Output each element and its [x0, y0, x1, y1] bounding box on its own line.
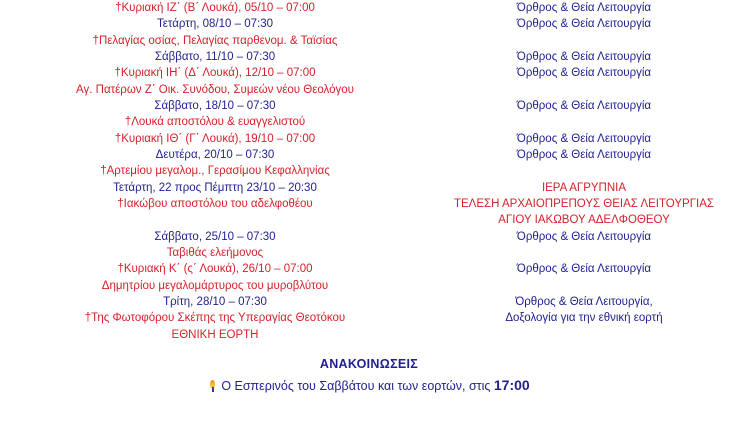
- row-left-line: †Κυριακή ΙΖ΄ (Β΄ Λουκά), 05/10 – 07:00: [115, 2, 315, 14]
- row-left-line: Τετάρτη, 08/10 – 07:30: [157, 18, 273, 31]
- row-left-line: Τρίτη, 28/10 – 07:30: [163, 295, 267, 308]
- row-left-line: †Λουκά αποστόλου & ευαγγελιστού: [124, 116, 306, 129]
- row-left-cell: [0, 261, 430, 294]
- row-left-line: †Αρτεμίου μεγαλομ., Γερασίμου Κεφαλληνίας: [100, 165, 330, 178]
- row-left-cell: [0, 98, 430, 131]
- announcements-heading: ΑΝΑΚΟΙΝΩΣΕΙΣ: [319, 356, 419, 371]
- row-right-line: ΙΕΡΑ ΑΓΡΥΠΝΙΑ: [541, 181, 627, 194]
- row-left-line: †Πελαγίας οσίας, Πελαγίας παρθενομ. & Ταϊσίας: [92, 34, 338, 47]
- table-row: [0, 131, 738, 147]
- row-left-cell: [0, 229, 430, 262]
- table-row: [0, 294, 738, 343]
- table-row: [0, 98, 738, 131]
- row-left-cell: [0, 49, 430, 65]
- row-left-line: Σάββατο, 11/10 – 07:30: [154, 50, 276, 63]
- row-right-cell: [430, 180, 738, 229]
- table-row: [0, 147, 738, 180]
- row-right-cell: [430, 65, 738, 98]
- row-left-cell: [0, 0, 430, 16]
- row-right-line: Όρθρος & Θεία Λειτουργία: [516, 99, 652, 112]
- table-row: [0, 65, 738, 98]
- row-left-line: †Κυριακή ΙΗ΄ (Δ΄ Λουκά), 12/10 – 07:00: [114, 67, 316, 80]
- row-right-line: Όρθρος & Θεία Λειτουργία: [516, 50, 652, 63]
- row-left-cell: [0, 147, 430, 180]
- row-right-cell: [430, 98, 738, 131]
- row-left-line: †Ιακώβου αποστόλου του αδελφοθέου: [117, 197, 313, 210]
- candle-flame-icon: [208, 380, 217, 392]
- row-right-line: Όρθρος & Θεία Λειτουργία: [516, 2, 652, 14]
- row-right-cell: [430, 294, 738, 343]
- table-row: [0, 0, 738, 16]
- row-left-cell: [0, 131, 430, 147]
- row-right-line: Δοξολογία για την εθνική εορτή: [505, 312, 663, 325]
- table-row: [0, 229, 738, 262]
- row-right-line: ΤΕΛΕΣΗ ΑΡΧΑΙΟΠΡΕΠΟΥΣ ΘΕΙΑΣ ΛΕΙΤΟΥΡΓΙΑΣ: [453, 197, 715, 210]
- row-left-line: Αγ. Πατέρων Ζ΄ Οικ. Συνόδου, Συμεών νέου Θεολόγου: [76, 83, 354, 96]
- row-left-line: Δημητρίου μεγαλομάρτυρος του μυροβλύτου: [101, 279, 329, 292]
- row-right-cell: [430, 147, 738, 180]
- row-right-cell: [430, 261, 738, 294]
- row-right-cell: [430, 229, 738, 262]
- row-right-cell: [430, 131, 738, 147]
- row-right-line: Όρθρος & Θεία Λειτουργία: [516, 230, 652, 243]
- row-right-line: Όρθρος & Θεία Λειτουργία: [516, 132, 652, 145]
- row-left-line: Σάββατο, 18/10 – 07:30: [154, 99, 276, 112]
- row-right-line: Όρθρος & Θεία Λειτουργία: [516, 18, 652, 31]
- row-left-cell: [0, 294, 430, 343]
- row-right-line: ΑΓΙΟΥ ΙΑΚΩΒΟΥ ΑΔΕΛΦΟΘΕΟΥ: [498, 214, 670, 227]
- row-left-line: †Κυριακή ΙΘ΄ (Γ΄ Λουκά), 19/10 – 07:00: [114, 132, 316, 145]
- announcement-time: 17:00: [493, 376, 530, 393]
- row-left-cell: [0, 65, 430, 98]
- row-left-cell: [0, 16, 430, 49]
- row-left-line: ΕΘΝΙΚΗ ΕΟΡΤΗ: [171, 328, 259, 341]
- row-left-line: Σάββατο, 25/10 – 07:30: [154, 230, 276, 243]
- row-right-cell: [430, 16, 738, 49]
- row-right-line: Όρθρος & Θεία Λειτουργία: [516, 263, 652, 276]
- row-right-line: Όρθρος & Θεία Λειτουργία: [516, 67, 652, 80]
- row-left-cell: [0, 180, 430, 229]
- announcement-text: Ο Εσπερινός του Σαββάτου και των εορτών, στις: [221, 378, 494, 393]
- row-right-line: Όρθρος & Θεία Λειτουργία: [516, 148, 652, 161]
- row-left-line: Δευτέρα, 20/10 – 07:30: [155, 148, 275, 161]
- announcement-item: [0, 377, 738, 393]
- row-left-line: Ταβιθάς ελεήμονος: [166, 246, 264, 259]
- table-row: [0, 16, 738, 49]
- row-right-line: Όρθρος & Θεία Λειτουργία,: [515, 295, 653, 308]
- row-right-cell: [430, 49, 738, 65]
- table-row: [0, 180, 738, 229]
- table-row: [0, 261, 738, 294]
- row-left-line: †Της Φωτοφόρου Σκέπης της Υπεραγίας Θεοτόκου: [84, 312, 346, 325]
- row-left-line: Τετάρτη, 22 προς Πέμπτη 23/10 – 20:30: [113, 181, 317, 194]
- row-left-line: †Κυριακή Κ΄ (ς΄ Λουκά), 26/10 – 07:00: [117, 263, 313, 276]
- table-row: [0, 49, 738, 65]
- row-right-cell: [430, 0, 738, 16]
